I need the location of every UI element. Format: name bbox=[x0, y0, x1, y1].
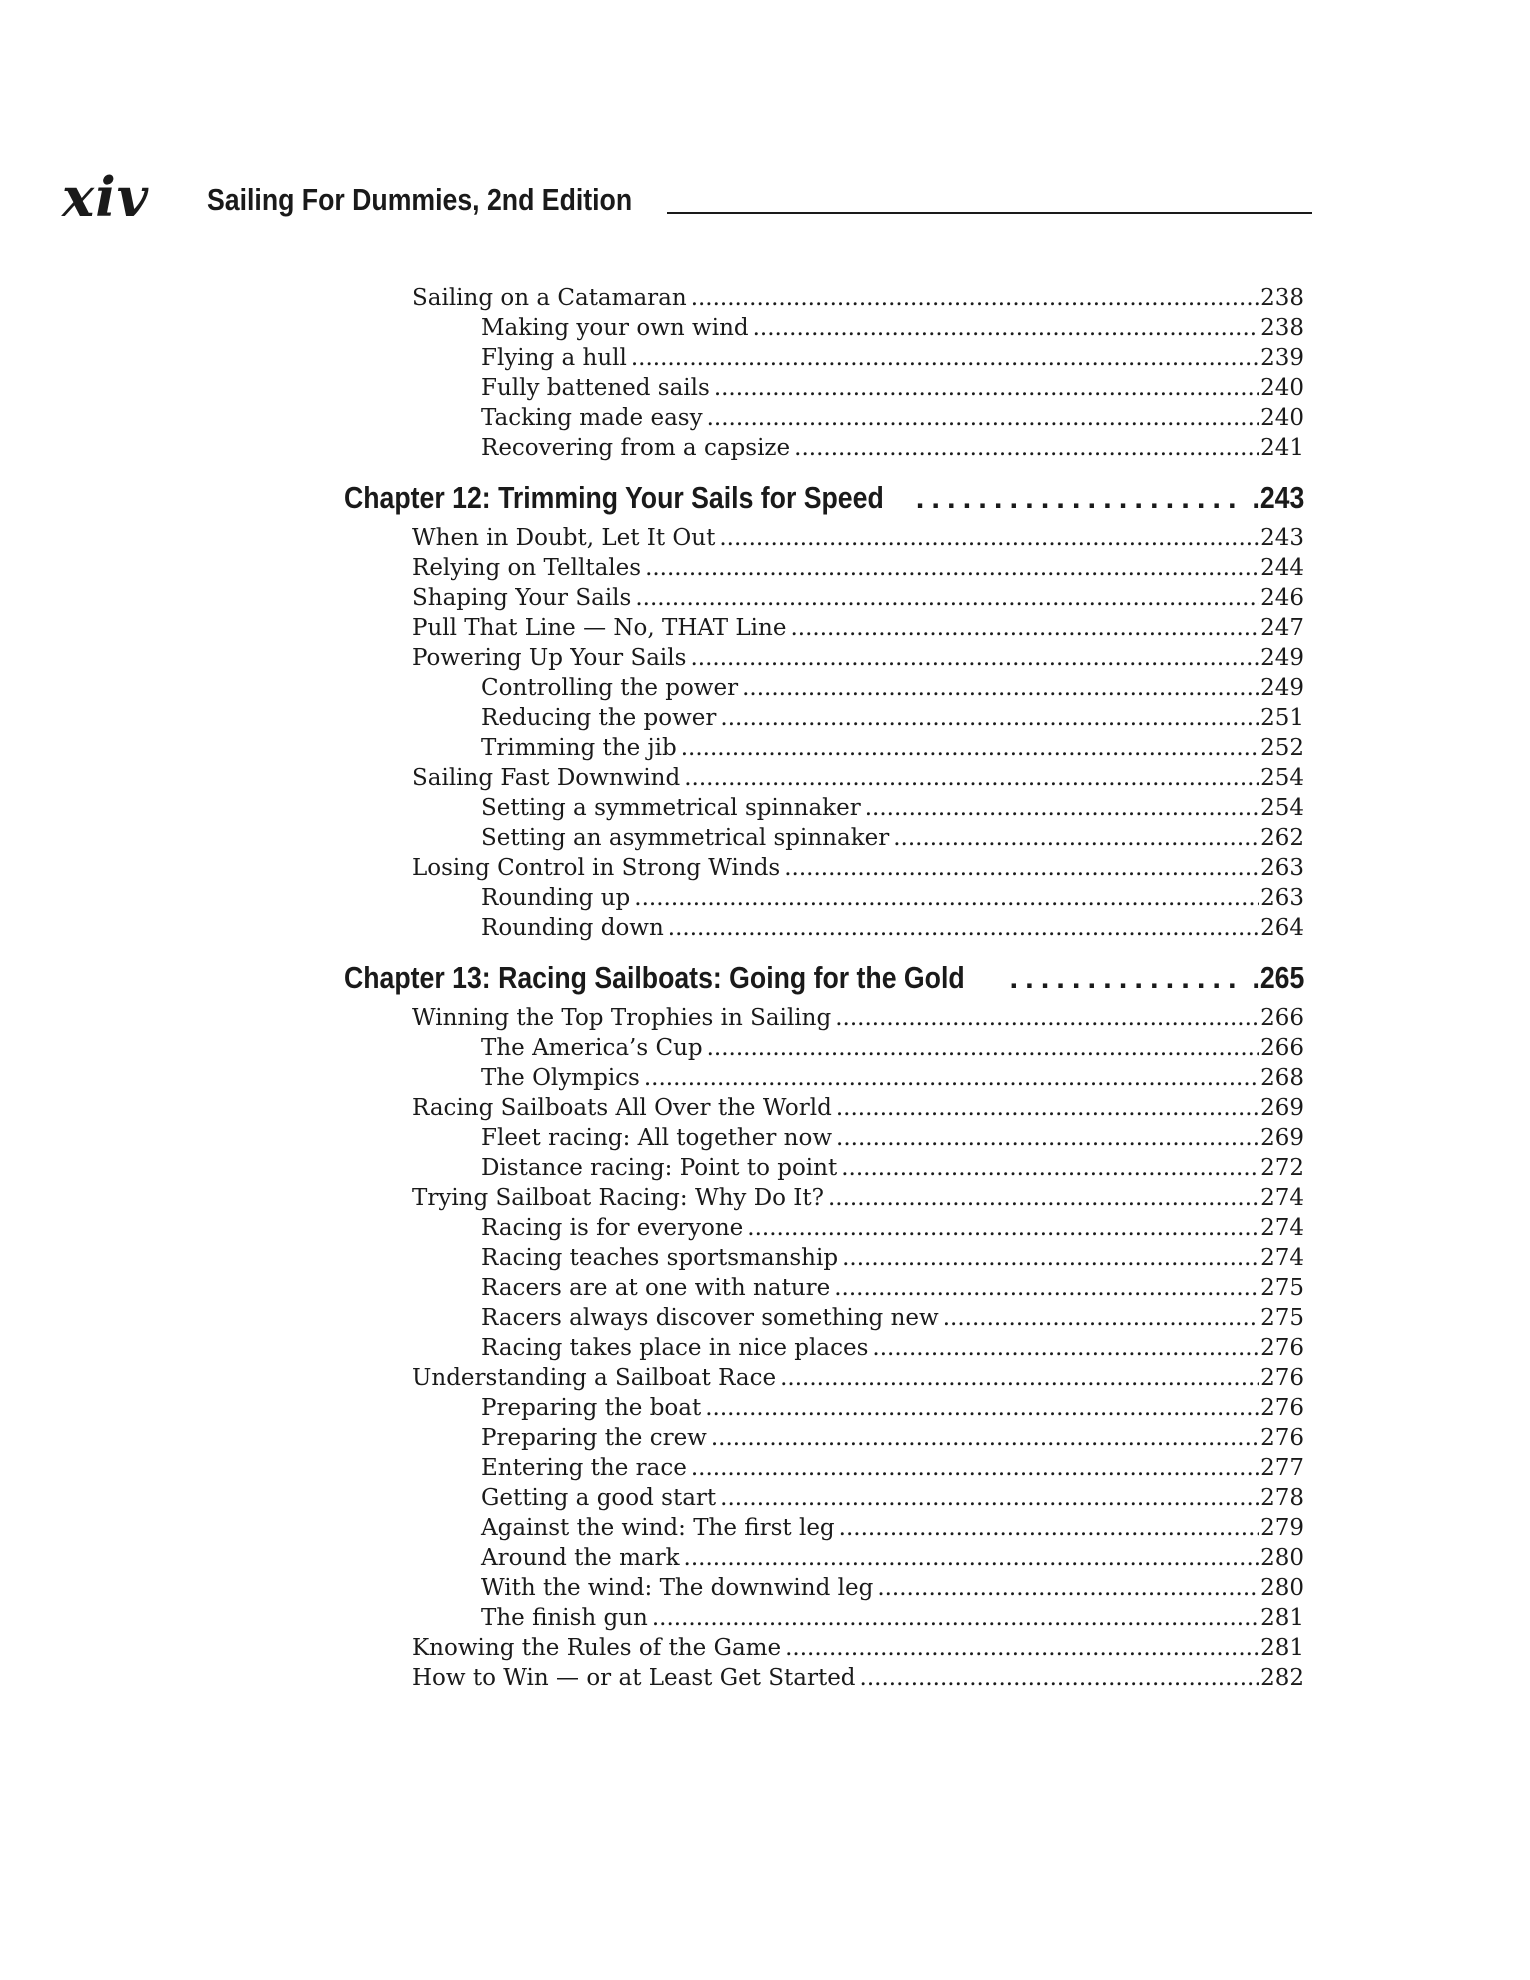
dot-leader bbox=[644, 1063, 1259, 1093]
toc-entry[interactable] bbox=[344, 553, 1304, 583]
toc-entry-page: 275 bbox=[1260, 1275, 1304, 1301]
toc-entry-label: Sailing Fast Downwind bbox=[412, 763, 684, 793]
toc-entry-page: 269 bbox=[1260, 1125, 1304, 1151]
toc-entry-page: 275 bbox=[1260, 1305, 1304, 1331]
toc-entry-label: Pull That Line — No, THAT Line bbox=[412, 613, 790, 643]
dot-leader bbox=[839, 1513, 1259, 1543]
toc-entry-page: 274 bbox=[1260, 1215, 1304, 1241]
dot-leader bbox=[785, 1633, 1259, 1663]
toc-entry-label: Racing is for everyone bbox=[481, 1213, 747, 1243]
page-number: xiv bbox=[62, 165, 150, 229]
toc-entry-label: When in Doubt, Let It Out bbox=[412, 523, 719, 553]
toc-entry[interactable] bbox=[344, 1063, 1304, 1093]
toc-entry-label: The America’s Cup bbox=[481, 1033, 707, 1063]
dot-leader bbox=[742, 673, 1259, 703]
dot-leader bbox=[835, 1003, 1259, 1033]
dot-leader bbox=[865, 793, 1259, 823]
toc-entry[interactable] bbox=[344, 673, 1304, 703]
dot-leader bbox=[690, 643, 1259, 673]
toc-entry-label: Around the mark bbox=[481, 1543, 684, 1573]
toc-entry[interactable] bbox=[344, 283, 1304, 313]
toc-entry-label: Preparing the crew bbox=[481, 1423, 711, 1453]
toc-entry-label: Racing takes place in nice places bbox=[481, 1333, 872, 1363]
dot-leader bbox=[836, 1093, 1259, 1123]
toc-entry[interactable] bbox=[344, 1363, 1304, 1393]
toc-entry[interactable] bbox=[344, 823, 1304, 853]
toc-entry[interactable] bbox=[344, 793, 1304, 823]
toc-entry-label: The finish gun bbox=[481, 1603, 652, 1633]
toc-entry-label: Knowing the Rules of the Game bbox=[412, 1633, 785, 1663]
toc-entry[interactable] bbox=[344, 1393, 1304, 1423]
toc-entry-page: 249 bbox=[1260, 645, 1304, 671]
toc-entry-page: 244 bbox=[1260, 555, 1304, 581]
toc-entry[interactable] bbox=[344, 1123, 1304, 1153]
dot-leader bbox=[719, 523, 1259, 553]
dot-leader bbox=[631, 343, 1259, 373]
toc-entry-label: Rounding up bbox=[481, 883, 634, 913]
toc-entry[interactable] bbox=[344, 1483, 1304, 1513]
toc-entry-label: Reducing the power bbox=[481, 703, 720, 733]
toc-entry[interactable] bbox=[344, 733, 1304, 763]
toc-section-continued bbox=[344, 283, 1304, 463]
toc-entry-page: 268 bbox=[1260, 1065, 1304, 1091]
toc-entry-label: Setting an asymmetrical spinnaker bbox=[481, 823, 893, 853]
dot-leader bbox=[780, 1363, 1259, 1393]
dot-leader bbox=[691, 1453, 1259, 1483]
toc-entry[interactable] bbox=[344, 1633, 1304, 1663]
toc-entry-page: 269 bbox=[1260, 1095, 1304, 1121]
toc-entry[interactable] bbox=[344, 643, 1304, 673]
dot-leader bbox=[707, 1033, 1259, 1063]
table-of-contents bbox=[344, 283, 1304, 1693]
toc-entry-label: Understanding a Sailboat Race bbox=[412, 1363, 780, 1393]
toc-entry-page: 277 bbox=[1260, 1455, 1304, 1481]
dot-leader bbox=[681, 733, 1259, 763]
dot-leader bbox=[747, 1213, 1259, 1243]
toc-entry-page: 263 bbox=[1260, 855, 1304, 881]
toc-entry[interactable] bbox=[344, 883, 1304, 913]
dot-leader bbox=[790, 613, 1259, 643]
toc-entry-label: How to Win — or at Least Get Started bbox=[412, 1663, 860, 1693]
toc-entry-label: Racing Sailboats All Over the World bbox=[412, 1093, 836, 1123]
dot-leader bbox=[714, 373, 1259, 403]
toc-entry-page: 254 bbox=[1260, 795, 1304, 821]
toc-entry-page: 276 bbox=[1260, 1365, 1304, 1391]
dot-leader bbox=[834, 1273, 1259, 1303]
dot-leader bbox=[1006, 957, 1244, 999]
dot-leader bbox=[943, 1303, 1259, 1333]
toc-entry-page: 241 bbox=[1260, 435, 1304, 461]
dot-leader bbox=[720, 703, 1259, 733]
page-header bbox=[62, 165, 1312, 229]
toc-entry-page: 274 bbox=[1260, 1245, 1304, 1271]
toc-entry-page: 240 bbox=[1260, 405, 1304, 431]
toc-entry-label: Racing teaches sportsmanship bbox=[481, 1243, 842, 1273]
dot-leader bbox=[841, 1153, 1259, 1183]
dot-leader bbox=[668, 913, 1259, 943]
dot-leader bbox=[893, 823, 1259, 853]
toc-entry-page: 238 bbox=[1260, 315, 1304, 341]
dot-leader bbox=[794, 433, 1259, 463]
dot-leader bbox=[842, 1243, 1259, 1273]
toc-entry[interactable] bbox=[344, 1663, 1304, 1693]
toc-entry[interactable] bbox=[344, 703, 1304, 733]
toc-entry[interactable] bbox=[344, 1423, 1304, 1453]
toc-entry[interactable] bbox=[344, 853, 1304, 883]
toc-entry[interactable] bbox=[344, 763, 1304, 793]
toc-entry[interactable] bbox=[344, 313, 1304, 343]
toc-entry[interactable] bbox=[344, 1003, 1304, 1033]
toc-section-chapter-12 bbox=[344, 523, 1304, 943]
toc-entry-label: Rounding down bbox=[481, 913, 668, 943]
toc-entry-page: 279 bbox=[1260, 1515, 1304, 1541]
toc-entry-page: 254 bbox=[1260, 765, 1304, 791]
toc-entry-page: 276 bbox=[1260, 1335, 1304, 1361]
toc-entry-label: Racers are at one with nature bbox=[481, 1273, 834, 1303]
toc-entry[interactable] bbox=[344, 403, 1304, 433]
toc-entry[interactable] bbox=[344, 1273, 1304, 1303]
toc-entry[interactable] bbox=[344, 1153, 1304, 1183]
toc-entry-page: 266 bbox=[1260, 1035, 1304, 1061]
dot-leader bbox=[684, 763, 1259, 793]
toc-entry[interactable] bbox=[344, 913, 1304, 943]
toc-entry-page: 263 bbox=[1260, 885, 1304, 911]
toc-entry-label: Distance racing: Point to point bbox=[481, 1153, 841, 1183]
dot-leader bbox=[634, 883, 1259, 913]
dot-leader bbox=[707, 403, 1260, 433]
toc-entry-label: Controlling the power bbox=[481, 673, 742, 703]
dot-leader bbox=[912, 477, 1244, 519]
chapter-heading-13[interactable] bbox=[344, 957, 1304, 999]
toc-entry[interactable] bbox=[344, 1453, 1304, 1483]
toc-entry-label: With the wind: The downwind leg bbox=[481, 1573, 877, 1603]
dot-leader bbox=[784, 853, 1259, 883]
toc-entry-page: 262 bbox=[1260, 825, 1304, 851]
toc-entry-page: 280 bbox=[1260, 1545, 1304, 1571]
toc-entry-page: 264 bbox=[1260, 915, 1304, 941]
dot-leader bbox=[877, 1573, 1259, 1603]
toc-entry[interactable] bbox=[344, 433, 1304, 463]
dot-leader bbox=[836, 1123, 1259, 1153]
toc-section-chapter-13 bbox=[344, 1003, 1304, 1693]
dot-leader bbox=[635, 583, 1259, 613]
toc-entry[interactable] bbox=[344, 1183, 1304, 1213]
toc-entry-label: Trimming the jib bbox=[481, 733, 681, 763]
toc-entry[interactable] bbox=[344, 583, 1304, 613]
toc-entry[interactable] bbox=[344, 1093, 1304, 1123]
toc-entry-label: Flying a hull bbox=[481, 343, 631, 373]
toc-entry[interactable] bbox=[344, 1243, 1304, 1273]
toc-entry[interactable] bbox=[344, 1333, 1304, 1363]
dot-leader bbox=[705, 1393, 1259, 1423]
header-rule bbox=[667, 212, 1312, 214]
chapter-heading-12[interactable] bbox=[344, 477, 1304, 519]
toc-entry-label: Winning the Top Trophies in Sailing bbox=[412, 1003, 835, 1033]
toc-entry-page: 281 bbox=[1260, 1635, 1304, 1661]
toc-entry[interactable] bbox=[344, 1543, 1304, 1573]
toc-entry-label: Losing Control in Strong Winds bbox=[412, 853, 784, 883]
toc-entry-label: Sailing on a Catamaran bbox=[412, 283, 691, 313]
toc-entry-label: Making your own wind bbox=[481, 313, 753, 343]
toc-entry-label: Getting a good start bbox=[481, 1483, 720, 1513]
dot-leader bbox=[828, 1183, 1259, 1213]
toc-entry-label: Racers always discover something new bbox=[481, 1303, 943, 1333]
toc-entry[interactable] bbox=[344, 1213, 1304, 1243]
toc-entry-page: 252 bbox=[1260, 735, 1304, 761]
toc-entry-label: The Olympics bbox=[481, 1063, 644, 1093]
toc-entry[interactable] bbox=[344, 1573, 1304, 1603]
chapter-title: Chapter 12: Trimming Your Sails for Speed bbox=[344, 480, 884, 515]
toc-entry-label: Against the wind: The first leg bbox=[481, 1513, 839, 1543]
toc-entry[interactable] bbox=[344, 1033, 1304, 1063]
dot-leader bbox=[645, 553, 1259, 583]
dot-leader bbox=[720, 1483, 1259, 1513]
toc-entry-page: 272 bbox=[1260, 1155, 1304, 1181]
toc-entry-page: 278 bbox=[1260, 1485, 1304, 1511]
toc-entry-page: 243 bbox=[1260, 525, 1304, 551]
toc-entry-page: 246 bbox=[1260, 585, 1304, 611]
toc-entry-page: 282 bbox=[1260, 1665, 1304, 1691]
toc-entry-label: Tacking made easy bbox=[481, 403, 707, 433]
toc-entry-page: 251 bbox=[1260, 705, 1304, 731]
toc-entry[interactable] bbox=[344, 1603, 1304, 1633]
toc-entry-page: 266 bbox=[1260, 1005, 1304, 1031]
chapter-title: Chapter 13: Racing Sailboats: Going for the Gold bbox=[344, 960, 965, 995]
toc-entry[interactable] bbox=[344, 1303, 1304, 1333]
toc-entry-page: 281 bbox=[1260, 1605, 1304, 1631]
chapter-page: .265 bbox=[1252, 960, 1304, 995]
toc-entry[interactable] bbox=[344, 373, 1304, 403]
dot-leader bbox=[652, 1603, 1259, 1633]
toc-entry-label: Recovering from a capsize bbox=[481, 433, 794, 463]
toc-entry-page: 280 bbox=[1260, 1575, 1304, 1601]
toc-entry[interactable] bbox=[344, 343, 1304, 373]
toc-entry-page: 276 bbox=[1260, 1395, 1304, 1421]
toc-entry-page: 238 bbox=[1260, 285, 1304, 311]
dot-leader bbox=[711, 1423, 1259, 1453]
toc-entry[interactable] bbox=[344, 1513, 1304, 1543]
toc-entry-label: Trying Sailboat Racing: Why Do It? bbox=[412, 1183, 828, 1213]
toc-entry-page: 240 bbox=[1260, 375, 1304, 401]
toc-entry-page: 247 bbox=[1260, 615, 1304, 641]
dot-leader bbox=[684, 1543, 1260, 1573]
toc-entry-page: 249 bbox=[1260, 675, 1304, 701]
toc-entry-label: Entering the race bbox=[481, 1453, 691, 1483]
toc-entry-label: Fleet racing: All together now bbox=[481, 1123, 836, 1153]
toc-entry-label: Relying on Telltales bbox=[412, 553, 645, 583]
dot-leader bbox=[691, 283, 1259, 313]
toc-entry-label: Shaping Your Sails bbox=[412, 583, 635, 613]
toc-entry-label: Preparing the boat bbox=[481, 1393, 705, 1423]
toc-entry-page: 239 bbox=[1260, 345, 1304, 371]
toc-entry[interactable] bbox=[344, 523, 1304, 553]
toc-entry-label: Powering Up Your Sails bbox=[412, 643, 690, 673]
toc-entry-page: 276 bbox=[1260, 1425, 1304, 1451]
toc-entry-page: 274 bbox=[1260, 1185, 1304, 1211]
dot-leader bbox=[753, 313, 1259, 343]
toc-entry-label: Setting a symmetrical spinnaker bbox=[481, 793, 865, 823]
dot-leader bbox=[872, 1333, 1259, 1363]
toc-entry-label: Fully battened sails bbox=[481, 373, 714, 403]
toc-entry[interactable] bbox=[344, 613, 1304, 643]
dot-leader bbox=[860, 1663, 1260, 1693]
chapter-page: .243 bbox=[1252, 480, 1304, 515]
running-head-title: Sailing For Dummies, 2nd Edition bbox=[207, 182, 633, 217]
